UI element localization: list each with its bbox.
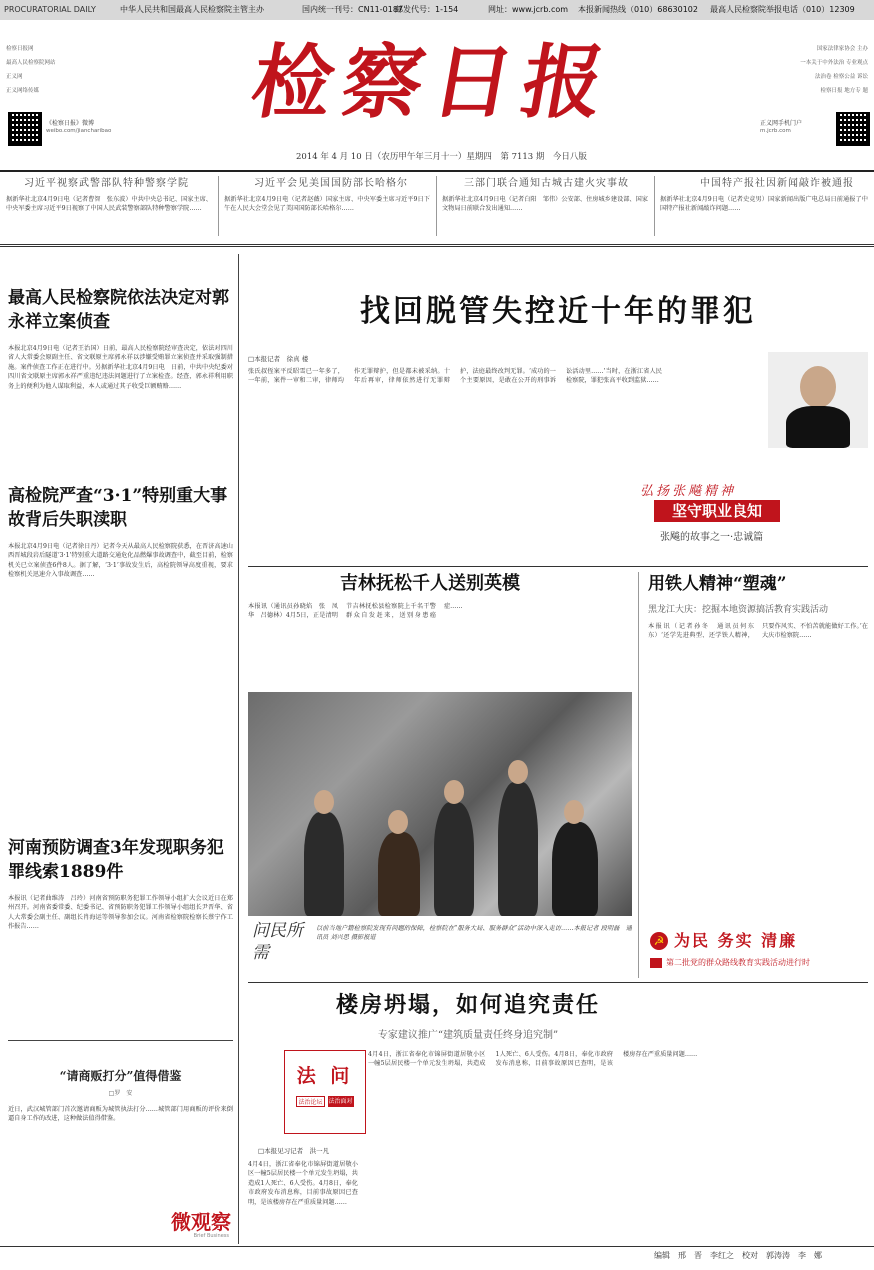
iron-subhead: 黑龙江大庆：挖掘本地资源搞活教育实践活动 — [648, 605, 829, 615]
brief-2-text: 据新华社北京4月9日电（记者白阳 邹伟）公安部、住房城乡建设部、国家文物局日前联合发出通知…… — [442, 196, 648, 213]
left-story-3-headline: 河南预防调查3年发现职务犯罪线索1889件 — [8, 838, 224, 882]
photo-head-3 — [444, 780, 464, 804]
banner-2-sub: 第二批党的群众路线教育实践活动进行时 — [666, 958, 810, 967]
top-bar-sponsor: 中华人民共和国最高人民检察院主管主办 — [120, 5, 264, 14]
top-bar-logo-text: PROCURATORIAL DAILY — [4, 5, 96, 14]
portrait-face — [800, 366, 836, 408]
building-body-b[interactable] — [368, 1050, 868, 1240]
law-sub-2: 法治面对 — [328, 1098, 353, 1105]
brief-1[interactable] — [224, 174, 430, 237]
footer-rule — [0, 1246, 874, 1247]
feature-banner — [640, 480, 870, 499]
lead-byline: □本报记者 徐真 楼 — [248, 355, 309, 363]
column-logo: 微观察 — [171, 1210, 231, 1234]
brief-3-title: 中国特产报社因新闻敲诈被通报 — [700, 178, 854, 189]
brief-row — [0, 174, 874, 240]
footer-editor: 编辑 邢 晋 李红之 校对 郭涛涛 李 娜 — [654, 1251, 822, 1260]
qr-left-label: 《检察日报》微博 — [46, 120, 95, 127]
mid-divider — [638, 572, 639, 978]
building-subhead: 专家建议推广“建筑质量责任终身追究制” — [377, 1030, 559, 1041]
photo-head-2 — [388, 810, 408, 834]
photo-person-4 — [498, 782, 538, 916]
building-body-a[interactable] — [248, 1160, 358, 1240]
party-emblem-icon: ☭ — [650, 932, 668, 950]
photo-caption-big: 问民所需 — [252, 921, 303, 963]
building-rule — [248, 982, 868, 983]
law-sub-1: 法治论坛 — [296, 1096, 324, 1107]
qr-right-label: 正义网手机门户 — [760, 120, 803, 127]
link-2[interactable]: 正义网 — [6, 74, 23, 80]
law-logo-subs — [285, 1096, 365, 1107]
left-story-2-headline: 高检院严查“3·1”特别重大事故背后失职渎职 — [8, 486, 228, 530]
qr-code-right — [836, 112, 870, 146]
building-byline: □本报见习记者 洪一凡 — [258, 1147, 330, 1155]
brief-1-text: 据新华社北京4月9日电（记者赵薇）国家主席、中央军委主席习近平9日下午在人民大会堂会见了美国国防部长哈格尔…… — [224, 196, 430, 213]
photo-person-1 — [304, 812, 344, 916]
lead-rule — [248, 566, 868, 567]
iron-text: 本报讯（记者孙冬 通讯员何东东）‘还学先进典型、还学铁人精神，只要作风实、不怕苦就能做好工作。’在大庆市检察院…… — [648, 623, 868, 640]
rlink-0[interactable]: 国家法律家协会 主办 — [816, 46, 868, 52]
masthead-left — [6, 26, 156, 166]
jilin-text: 本报讯（通讯员孙晓焰 张 凤华 吕德林）4月5日，正是清明节吉林抚松县检察院上千名干警群众自发赶来，送别身患癌症…… — [248, 603, 463, 620]
building-text: 4月4日，浙江省奉化市锦屏街道居敬小区一幢5层居民楼一个单元发生坍塌，共造成1人死亡、6人受伤。4月8日，奉化市政府发布消息称，目前事故原因已查明，是该楼房存在严重质量问题…… — [248, 1161, 358, 1206]
masthead-title: 检察日报 — [244, 35, 622, 129]
qr-left-url: weibo.com/jiancharibao — [46, 128, 112, 134]
left-story-2-text: 本报北京4月9日电（记者徐日丹）记者今天从最高人民检察院获悉，在晋济高速山西晋城段岩后隧道‘3·1’特别重大道路交通危化品燃爆事故调查中，截至目前，检察机关已立案侦查6件8人。据了解，‘3·1’事故发生后，高检院领导高度重视，要求检察机关迅速介入事故调查…… — [8, 543, 233, 579]
banner-2 — [648, 926, 868, 976]
brief-0-title: 习近平视察武警部队特种警察学院 — [24, 178, 189, 189]
left-story-2[interactable] — [8, 484, 233, 857]
top-bar — [0, 0, 874, 20]
building-headline: 楼房坍塌，如何追究责任 — [335, 992, 600, 1018]
brief-divider-1 — [218, 176, 219, 236]
jilin-body[interactable] — [248, 602, 632, 686]
lead-text: 张氏叔侄案平反昭雪已一年多了，一年前，案件一审和二审，律师均作无罪辩护，但是都未被采纳。十年后再审，律师依然进行无罪辩护，法庭最终改判无罪。‘成功的一个主要原因，是敢在公开的刑事诉讼活动里……’当时，在浙江省人民检察院，罪犯张高平收到监狱…… — [248, 368, 662, 385]
brief-3[interactable] — [660, 174, 868, 237]
column-logo-sub: Brief Business — [193, 1233, 229, 1239]
qr-right-url: m.jcrb.com — [760, 128, 791, 134]
jilin-headline: 吉林抚松千人送别英模 — [340, 573, 520, 594]
brief-2[interactable] — [442, 174, 648, 237]
link-1[interactable]: 最高人民检察院网站 — [6, 60, 56, 66]
photo-caption: 以前当地户籍检察院发现有问题的保障，检察院在“服务大局、服务群众”活动中深入走访……本报记者 段明磊 通讯员 刘兴思 摄影报道 — [316, 925, 632, 942]
column-text: 近日，武汉城管部门首次邀请商贩为城管执法打分……城管部门用商贩的评价来倒逼自身工作的改进，这种做法值得借鉴。 — [8, 1106, 233, 1123]
feature-banner-top: 弘扬张飚精神 — [640, 484, 737, 499]
left-story-1-headline: 最高人民检察院依法决定对郭永祥立案侦查 — [8, 288, 229, 332]
law-logo — [284, 1050, 366, 1134]
photo-head-5 — [564, 800, 584, 824]
left-story-1[interactable] — [8, 286, 233, 476]
iron-body[interactable] — [648, 622, 868, 922]
top-bar-hotline: 本报新闻热线（010）68630102 — [578, 5, 698, 14]
feature-title: 坚守职业良知 — [654, 500, 780, 522]
rlink-3[interactable]: 检察日报 地方专 题 — [820, 88, 868, 94]
brief-0[interactable] — [6, 174, 212, 237]
top-bar-report: 最高人民检察院举报电话（010）12309 — [710, 5, 855, 14]
brief-0-text: 据新华社北京4月9日电（记者曹智 张东波）中共中央总书记、国家主席、中央军委主席习近平9日视察了中国人民武装警察部队特种警察学院…… — [6, 196, 212, 213]
jilin-photo — [248, 692, 632, 916]
top-bar-post: 邮发代号：1-154 — [395, 5, 459, 14]
photo-head-1 — [314, 790, 334, 814]
brief-divider-3 — [654, 176, 655, 236]
masthead-date-line: 2014 年 4 月 10 日（农历甲午年三月十一）星期四 第 7113 期 今日八版 — [296, 152, 587, 162]
law-logo-title: 法 问 — [296, 1065, 354, 1087]
banner-2-title: 为民 务实 清廉 — [674, 931, 798, 950]
left-story-3[interactable] — [8, 836, 233, 1036]
brief-3-text: 据新华社北京4月9日电（记者史竞男）国家新闻出版广电总局日前通报了中国特产报社新闻敲诈问题…… — [660, 196, 868, 213]
feature-caption: 张飚的故事之一·忠诚篇 — [660, 532, 764, 543]
left-col-divider — [238, 254, 239, 1244]
qr-code-left — [8, 112, 42, 146]
rlink-2[interactable]: 法治卷 检察公益 诉讼 — [815, 74, 868, 80]
lead-headline: 找回脱管失控近十年的罪犯 — [360, 294, 756, 329]
brief-rule — [0, 244, 874, 247]
column-title: “请商贩打分”值得借鉴 — [59, 1069, 182, 1083]
link-3[interactable]: 正义网络传媒 — [6, 88, 40, 94]
top-bar-web[interactable]: 网址：www.jcrb.com — [488, 5, 569, 14]
masthead-right-links — [720, 42, 868, 98]
left-column-piece[interactable] — [8, 1040, 233, 1239]
link-0[interactable]: 检察日报网 — [6, 46, 34, 52]
photo-person-5 — [552, 822, 598, 916]
brief-2-title: 三部门联合通知古城古建火灾事故 — [464, 178, 629, 189]
photo-person-3 — [434, 802, 474, 916]
masthead-right — [720, 26, 870, 166]
left-story-1-text: 本报北京4月9日电（记者王治国）日前，最高人民检察院经审查决定，依法对四川省人大常委会原副主任、省文联原主席郭永祥以涉嫌受贿罪立案侦查并采取强制措施。案件侦查工作正在进行中。另据新华社北京4月9日电 日前，中共中央纪委对四川省文联原主席郭永祥严重违纪违法问题进行了立案检查。经查，郭永祥利用职务上的便利为他人谋取利益，本人或通过其子收受巨额贿赂…… — [8, 345, 233, 390]
top-bar-cn: 国内统一刊号：CN11-0187 — [302, 5, 403, 14]
column-byline: □罗 安 — [108, 1090, 133, 1097]
feature-portrait — [768, 352, 868, 448]
brief-1-title: 习近平会见美国国防部长哈格尔 — [254, 178, 408, 189]
masthead-title-box — [225, 32, 665, 142]
brief-divider-2 — [436, 176, 437, 236]
banner-2-marker — [650, 958, 662, 968]
masthead-rule — [0, 170, 874, 172]
masthead-left-links — [6, 42, 156, 98]
iron-headline: 用铁人精神“塑魂” — [648, 574, 787, 594]
left-story-3-text: 本报讯（记者曲维涛 吕玲）河南省预防职务犯罪工作领导小组扩大会议近日在郑州召开。河南省委常委、纪委书记、省预防职务犯罪工作领导小组组长尹晋华、省人大常委会副主任、副组长肖海运等领导参加会议。河南省检察院检察长蔡宁作工作报告…… — [8, 895, 233, 931]
photo-head-4 — [508, 760, 528, 784]
portrait-suit — [786, 406, 850, 448]
rlink-1[interactable]: 一本关于中外法治 专业观点 — [800, 60, 868, 66]
photo-person-2 — [378, 832, 420, 916]
building-text-more: 4月4日，浙江省奉化市锦屏街道居敬小区一幢5层居民楼一个单元发生坍塌，共造成1人死亡、6人受伤。4月8日，奉化市政府发布消息称，目前事故原因已查明，是该楼房存在严重质量问题…… — [368, 1051, 698, 1068]
